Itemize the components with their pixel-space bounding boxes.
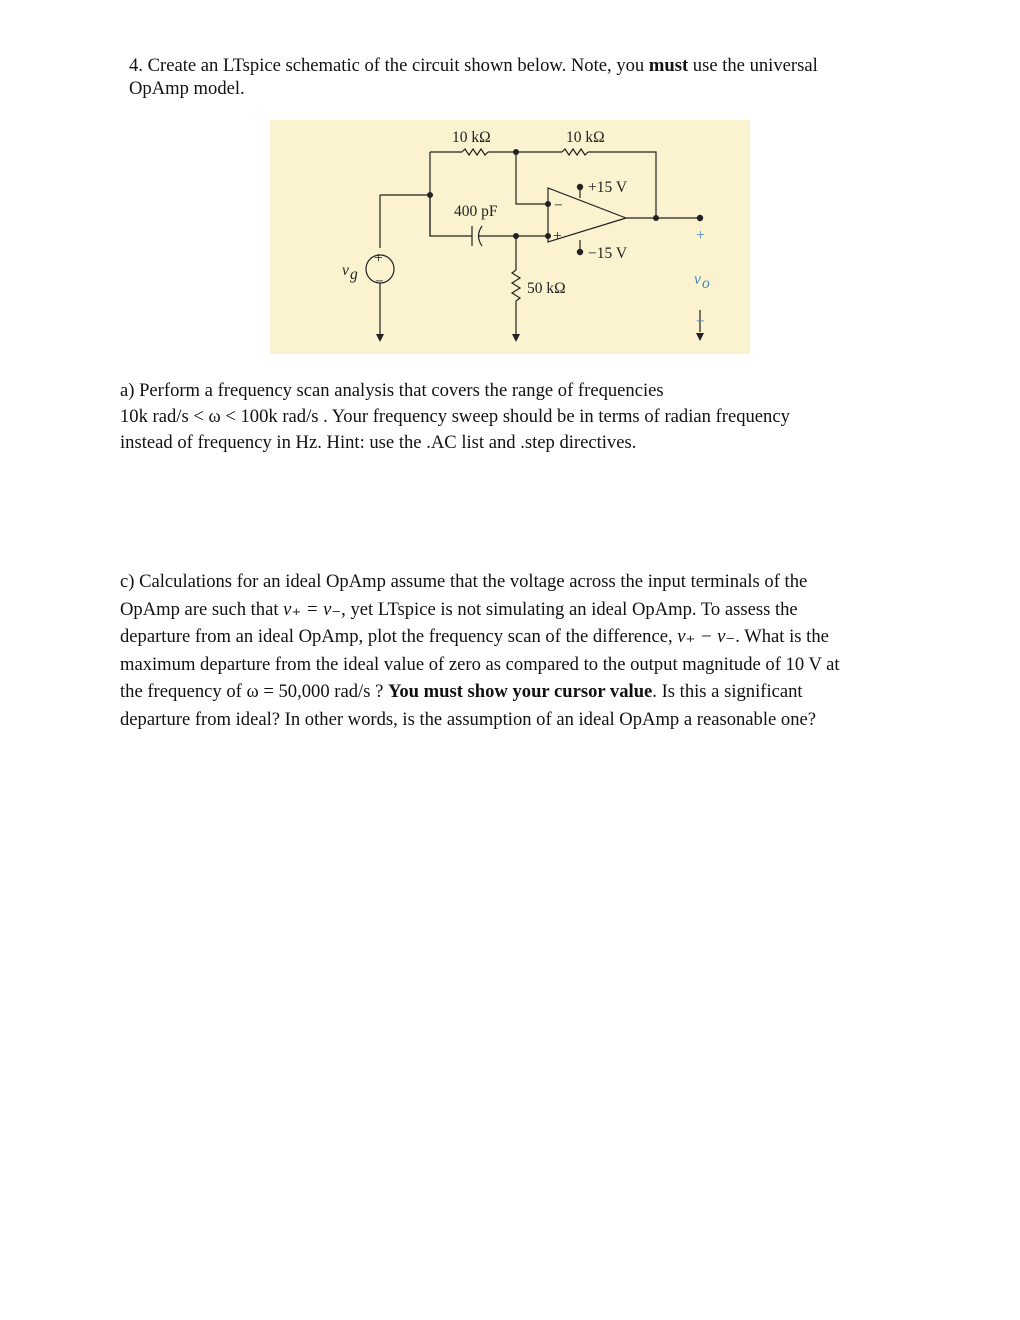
part-c-line-5-a: the frequency of ω = 50,000 rad/s ? xyxy=(120,681,388,702)
circuit-schematic xyxy=(270,120,750,354)
question-4-prefix: 4. Create an LTspice schematic of the circuit shown below. Note, you xyxy=(129,55,649,76)
part-a-line-1: a) Perform a frequency scan analysis that covers the range of frequencies xyxy=(120,380,664,401)
circuit-figure xyxy=(270,120,750,354)
output-minus-sign: − xyxy=(696,313,705,330)
vg-label: v xyxy=(342,262,349,279)
question-4-suffix: use the universal xyxy=(688,55,818,76)
question-4-bold: must xyxy=(648,55,689,76)
part-c-line-3-a: departure from an ideal OpAmp, plot the frequency scan of the difference, xyxy=(120,626,678,647)
opamp-noninverting-sign: + xyxy=(553,228,562,245)
r1-label: 10 kΩ xyxy=(452,129,491,146)
capacitor-label: 400 pF xyxy=(454,203,498,220)
part-c-line-5-b: . Is this a significant xyxy=(652,681,803,702)
question-4-line-1 xyxy=(129,54,818,77)
part-a-text xyxy=(120,378,790,456)
part-c-bold-instruction: You must show your cursor value xyxy=(387,681,653,702)
vg-subscript: g xyxy=(350,266,358,283)
part-c-line-3-b: . What is the xyxy=(735,626,829,647)
ground-arrow-mid xyxy=(512,334,520,342)
part-c-line-2-b: , yet LTspice is not simulating an ideal OpAmp. To assess the xyxy=(341,598,798,620)
part-c-line-2-a: OpAmp are such that xyxy=(120,598,284,620)
part-a-line-2: 10k rad/s < ω < 100k rad/s . Your frequency sweep should be in terms of radian frequency xyxy=(120,406,790,427)
positive-supply-label: +15 V xyxy=(588,179,628,196)
part-c-line-1: c) Calculations for an ideal OpAmp assume that the voltage across the input terminals of the xyxy=(120,571,808,592)
part-a-line-3: instead of frequency in Hz. Hint: use the .AC list and .step directives. xyxy=(120,432,637,453)
vo-label: v xyxy=(694,271,701,288)
opamp-inverting-sign: − xyxy=(554,197,563,214)
part-c-line-4: maximum departure from the ideal value of zero as compared to the output magnitude of 10 V at xyxy=(120,653,840,675)
r3-label: 50 kΩ xyxy=(527,280,566,297)
r2-label: 10 kΩ xyxy=(566,129,605,146)
part-c-line-3 xyxy=(120,623,840,651)
equation-v-plus-minus-v-minus: v₊ − v₋ xyxy=(677,626,736,647)
negative-supply-label: −15 V xyxy=(588,245,628,262)
part-c-line-5 xyxy=(120,678,840,706)
output-plus-sign: + xyxy=(696,227,705,244)
question-4-text xyxy=(129,54,818,100)
ground-arrow-left xyxy=(376,334,384,342)
equation-v-plus-equals-v-minus: v₊ = v₋ xyxy=(283,598,342,620)
source-plus-sign: + xyxy=(374,250,383,267)
part-c-line-2 xyxy=(120,596,840,624)
vo-subscript: o xyxy=(702,275,710,292)
resistor-r1 xyxy=(462,149,488,155)
resistor-r3 xyxy=(512,270,520,301)
part-c-line-6: departure from ideal? In other words, is the assumption of an ideal OpAmp a reasonable one? xyxy=(120,708,817,730)
ground-arrow-right xyxy=(696,333,704,341)
question-4-line-2: OpAmp model. xyxy=(129,78,245,99)
resistor-r2 xyxy=(562,149,588,155)
part-c-text xyxy=(120,568,840,733)
source-minus-sign: − xyxy=(375,273,384,290)
